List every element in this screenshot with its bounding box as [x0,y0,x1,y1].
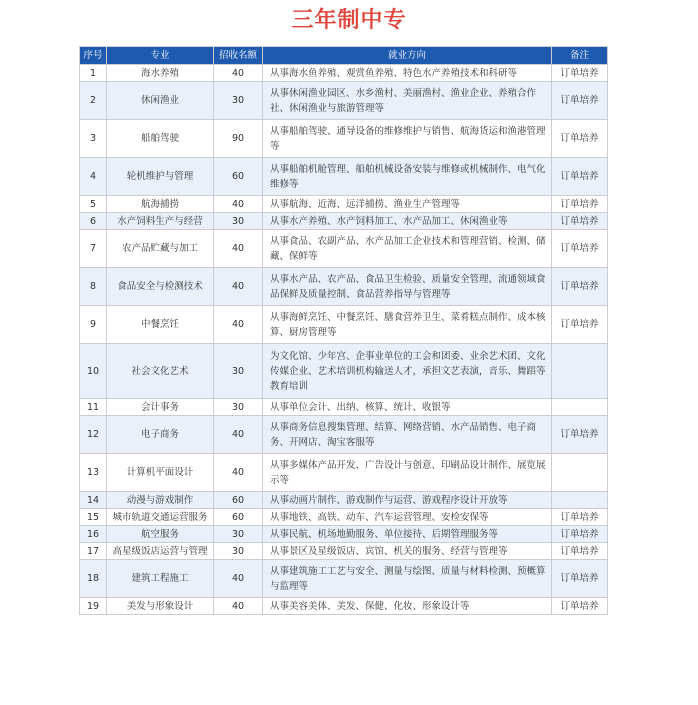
cell-direction: 从事船舶驾驶、通导设备的维修维护与销售、航海货运和渔港管理等 [263,120,552,158]
cell-note: 订单培养 [552,158,608,196]
cell-note: 订单培养 [552,509,608,526]
cell-index: 1 [80,65,107,82]
cell-direction: 为文化馆、少年宫、企事业单位的工会和团委、业余艺术团、文化传媒企业、艺术培训机构输送人才，承担文艺表演，音乐、舞蹈等教育培训 [263,344,552,399]
table-row [80,82,608,120]
header-direction: 就业方向 [263,47,552,65]
cell-major: 电子商务 [107,416,214,454]
cell-quota: 30 [214,399,263,416]
cell-note: 订单培养 [552,543,608,560]
cell-quota: 30 [214,82,263,120]
cell-index: 3 [80,120,107,158]
cell-note [552,399,608,416]
cell-quota: 90 [214,120,263,158]
cell-quota: 30 [214,526,263,543]
cell-index: 10 [80,344,107,399]
cell-index: 9 [80,306,107,344]
cell-direction: 从事休闲渔业园区、水乡渔村、美丽渔村、渔业企业、养殖合作社、休闲渔业与旅游管理等 [263,82,552,120]
cell-major: 农产品贮藏与加工 [107,230,214,268]
cell-quota: 60 [214,509,263,526]
table-row [80,306,608,344]
cell-note: 订单培养 [552,526,608,543]
majors-table [79,46,608,615]
table-header-row [80,47,608,65]
cell-note: 订单培养 [552,65,608,82]
cell-major: 轮机维护与管理 [107,158,214,196]
cell-index: 14 [80,492,107,509]
table-row [80,560,608,598]
table-row [80,399,608,416]
cell-major: 动漫与游戏制作 [107,492,214,509]
table-row [80,344,608,399]
table-row [80,454,608,492]
cell-quota: 30 [214,543,263,560]
cell-direction: 从事水产品、农产品、食品卫生检验、质量安全管理、流通领域食品保鲜及质量控制、食品营养指导与管理等 [263,268,552,306]
cell-index: 7 [80,230,107,268]
cell-major: 城市轨道交通运营服务 [107,509,214,526]
cell-major: 中餐烹饪 [107,306,214,344]
cell-major: 美发与形象设计 [107,598,214,615]
cell-note: 订单培养 [552,306,608,344]
cell-direction: 从事美容美体、美发、保健、化妆、形象设计等 [263,598,552,615]
cell-note: 订单培养 [552,268,608,306]
header-index: 序号 [80,47,107,65]
cell-direction: 从事航海、近海、远洋捕捞、渔业生产管理等 [263,196,552,213]
cell-index: 8 [80,268,107,306]
cell-note [552,454,608,492]
cell-major: 会计事务 [107,399,214,416]
cell-major: 海水养殖 [107,65,214,82]
cell-direction: 从事船舶机舱管理、船舶机械设备安装与维修或机械制作、电气化维修等 [263,158,552,196]
cell-index: 12 [80,416,107,454]
table-row [80,416,608,454]
cell-major: 休闲渔业 [107,82,214,120]
cell-quota: 60 [214,492,263,509]
cell-direction: 从事水产养殖、水产饲料加工、水产品加工、休闲渔业等 [263,213,552,230]
cell-index: 6 [80,213,107,230]
cell-major: 水产饲料生产与经营 [107,213,214,230]
table-row [80,120,608,158]
cell-note: 订单培养 [552,598,608,615]
table-row [80,196,608,213]
cell-quota: 30 [214,213,263,230]
cell-quota: 40 [214,268,263,306]
header-note: 备注 [552,47,608,65]
cell-direction: 从事海鲜烹饪、中餐烹饪、膳食营养卫生、菜肴糕点制作、成本核算、厨房管理等 [263,306,552,344]
cell-major: 食品安全与检测技术 [107,268,214,306]
cell-direction: 从事地铁、高铁、动车、汽车运营管理、安检安保等 [263,509,552,526]
table-row [80,598,608,615]
cell-major: 航海捕捞 [107,196,214,213]
cell-quota: 40 [214,306,263,344]
cell-major: 社会文化艺术 [107,344,214,399]
cell-index: 16 [80,526,107,543]
cell-index: 4 [80,158,107,196]
cell-quota: 40 [214,416,263,454]
cell-index: 17 [80,543,107,560]
cell-quota: 40 [214,230,263,268]
cell-note: 订单培养 [552,416,608,454]
cell-direction: 从事建筑施工工艺与安全、测量与绘图、质量与材料检测、预概算与监理等 [263,560,552,598]
cell-note: 订单培养 [552,120,608,158]
cell-quota: 40 [214,196,263,213]
cell-index: 2 [80,82,107,120]
cell-direction: 从事单位会计、出纳、核算、统计、收银等 [263,399,552,416]
cell-direction: 从事商务信息搜集管理、结算、网络营销、水产品销售、电子商务、开网店、淘宝客服等 [263,416,552,454]
cell-index: 11 [80,399,107,416]
cell-index: 19 [80,598,107,615]
cell-note: 订单培养 [552,560,608,598]
cell-note: 订单培养 [552,230,608,268]
cell-direction: 从事景区及星级饭店、宾馆、机关的服务、经营与管理等 [263,543,552,560]
cell-note [552,492,608,509]
cell-quota: 40 [214,65,263,82]
cell-quota: 60 [214,158,263,196]
cell-quota: 30 [214,344,263,399]
cell-index: 18 [80,560,107,598]
table-row [80,492,608,509]
table-body [80,65,608,615]
header-major: 专业 [107,47,214,65]
table-row [80,230,608,268]
cell-major: 建筑工程施工 [107,560,214,598]
cell-note: 订单培养 [552,196,608,213]
page-title: 三年制中专 [291,8,407,33]
cell-index: 13 [80,454,107,492]
table-row [80,213,608,230]
table-row [80,65,608,82]
cell-major: 高星级饭店运营与管理 [107,543,214,560]
header-quota: 招收名额 [214,47,263,65]
cell-major: 船舶驾驶 [107,120,214,158]
cell-direction: 从事食品、农副产品、水产品加工企业技术和管理营销、检测、储藏、保鲜等 [263,230,552,268]
table-row [80,509,608,526]
cell-quota: 40 [214,560,263,598]
table-row [80,268,608,306]
cell-quota: 40 [214,454,263,492]
cell-note: 订单培养 [552,213,608,230]
cell-major: 计算机平面设计 [107,454,214,492]
cell-index: 5 [80,196,107,213]
cell-direction: 从事海水鱼养殖、观赏鱼养殖、特色水产养殖技术和科研等 [263,65,552,82]
cell-index: 15 [80,509,107,526]
table-row [80,158,608,196]
cell-direction: 从事多媒体产品开发、广告设计与创意、印刷品设计制作、展览展示等 [263,454,552,492]
cell-direction: 从事动画片制作、游戏制作与运营、游戏程序设计开放等 [263,492,552,509]
table-row [80,543,608,560]
cell-major: 航空服务 [107,526,214,543]
cell-note [552,344,608,399]
cell-note: 订单培养 [552,82,608,120]
cell-direction: 从事民航、机场地勤服务、单位接待、后期管理服务等 [263,526,552,543]
table-row [80,526,608,543]
cell-quota: 40 [214,598,263,615]
